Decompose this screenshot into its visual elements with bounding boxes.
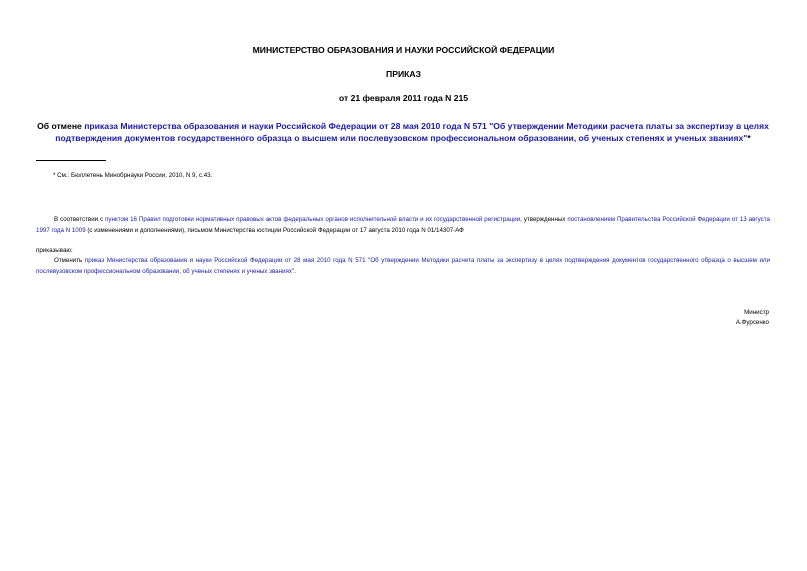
cancel-text-1: Отменить <box>54 257 85 264</box>
document-type-heading: ПРИКАЗ <box>386 69 421 79</box>
title-link-order-571[interactable]: приказа Министерства образования и науки Российской Федерации от 28 мая 2010 года N 571 "Об утверждении Методики расчета платы за экспертизу в целях подтверждения документов государственного образца о высшем или послевузовском профессиональном образовании, об ученых степенях и ученых званиях" <box>55 121 769 143</box>
footnote-divider <box>36 160 106 161</box>
basis-paragraph <box>36 215 770 236</box>
basis-text-1: В соответствии с <box>54 216 106 223</box>
decree-word: приказываю: <box>36 247 73 254</box>
link-rules[interactable]: Правил подготовки нормативных правовых актов федеральных органов исполнительной власти и их государственной регистрации <box>138 216 521 223</box>
basis-text-3: , утвержденных <box>520 216 568 223</box>
document-title <box>36 121 770 144</box>
link-cancelled-order[interactable]: приказ Министерства образования и науки Российской Федерации от 28 мая 2010 года N 571 "Об утверждении Методики расчета платы за экспертизу в целях подтверждения документов государственного образца о высшем или послевузовском профессиональном образовании, об ученых степенях и ученых званиях" <box>36 257 770 275</box>
footnote-text: * См.: Бюллетень Минобрнауки России, 2010, N 9, с.43. <box>53 172 213 179</box>
basis-text-4: (с изменениями и дополнениями), письмом Министерства юстиции Российской Федерации от 17 августа 2010 года N 01/14307-АФ <box>85 226 464 234</box>
signature-position: Министр <box>744 309 769 316</box>
link-point-16[interactable]: пунктом 16 <box>105 216 137 223</box>
signature-name: А.Фурсенко <box>735 319 769 326</box>
title-prefix: Об отмене <box>37 121 85 131</box>
link-government-resolution[interactable]: постановлением Правительства Российской Федерации от 13 августа 1997 года N 1009 <box>36 216 770 234</box>
title-footnote-mark: * <box>747 132 751 143</box>
ministry-heading: МИНИСТЕРСТВО ОБРАЗОВАНИЯ И НАУКИ РОССИЙСКОЙ ФЕДЕРАЦИИ <box>252 45 555 55</box>
cancel-paragraph <box>36 256 770 277</box>
cancel-text-2: . <box>294 267 296 275</box>
document-date-heading: от 21 февраля 2011 года N 215 <box>338 93 469 103</box>
